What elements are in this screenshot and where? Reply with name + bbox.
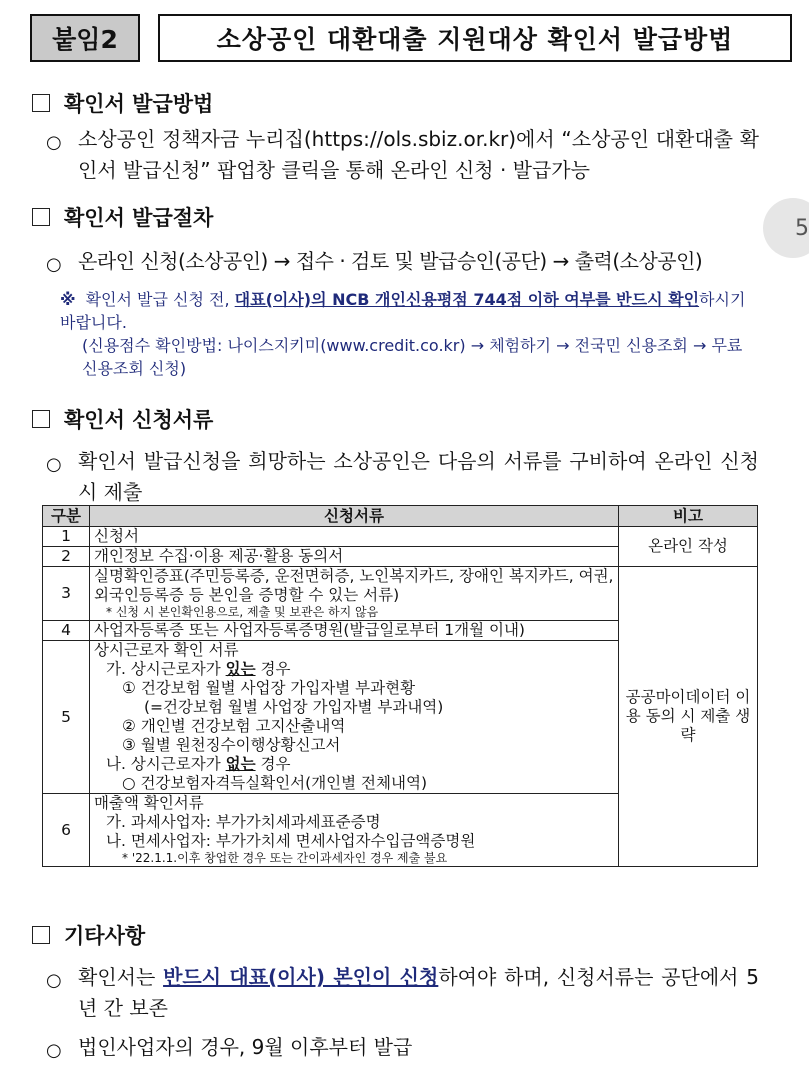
row-document: 사업자등록증 또는 사업자등록증명원(발급일로부터 1개월 이내) (90, 621, 619, 641)
subitem-text: 나. 상시근로자가 (106, 755, 221, 773)
row-document (90, 567, 619, 621)
header-documents: 신청서류 (90, 506, 619, 527)
other-paragraph-2: 법인사업자의 경우, 9월 이후부터 발급 (78, 1035, 413, 1059)
document-note: * '22.1.1.이후 창업한 경우 또는 간이과세자인 경우 제출 불요 (122, 851, 448, 865)
other-text: 하여야 하며, 신청서류는 공단에서 5년 간 보존 (78, 965, 759, 1020)
row-document (90, 794, 619, 867)
section-title: 기타사항 (64, 924, 146, 948)
section-title: 확인서 발급절차 (64, 206, 214, 230)
document-note: * 신청 시 본인확인용으로, 제출 및 보관은 하지 않음 (106, 605, 379, 619)
checkbox-square-icon (32, 926, 50, 944)
section-title: 확인서 발급방법 (64, 92, 214, 116)
row-number: 3 (43, 567, 90, 621)
document-text: 실명확인증표(주민등록증, 운전면허증, 노인복지카드, 장애인 복지카드, 여권, 외국인등록증 등 본인을 증명할 수 있는 서류) (94, 567, 614, 604)
document-subitem: ② 개인별 건강보험 고지산출내역 (122, 717, 346, 735)
document-text: 상시근로자 확인 서류 (94, 641, 239, 659)
note-credit-check: (신용점수 확인방법: 나이스지키미(www.credit.co.kr) → 체험하기 → 전국민 신용조회 → 무료 신용조회 신청) (82, 336, 743, 378)
row-number: 5 (43, 641, 90, 794)
row-number: 4 (43, 621, 90, 641)
method-paragraph: 소상공인 정책자금 누리집(https://ols.sbiz.or.kr)에서 “소상공인 대환대출 확인서 발급신청” 팝업창 클릭을 통해 온라인 신청 · 발급가능 (78, 127, 759, 182)
subitem-text: 경우 (260, 660, 291, 678)
documents-paragraph: 확인서 발급신청을 희망하는 소상공인은 다음의 서류를 구비하여 온라인 신청 시 제출 (78, 449, 759, 504)
bullet-circle-icon: ○ (46, 1040, 62, 1061)
document-subitem: ① 건강보험 월별 사업장 가입자별 부과현황 (122, 679, 416, 697)
attachment-tag: 붙임2 (30, 14, 140, 62)
document-subitem (94, 660, 614, 679)
note-emphasis: 대표(이사)의 NCB 개인신용평점 744점 이하 여부를 반드시 확인 (234, 290, 700, 309)
bullet-circle-icon: ○ (46, 970, 62, 991)
row-document: 개인정보 수집·이용 제공·활용 동의서 (90, 547, 619, 567)
document-subitem: 나. 면세사업자: 부가가치세 면세사업자수입금액증명원 (106, 832, 476, 850)
header-remarks: 비고 (619, 506, 758, 527)
subitem-text: 경우 (260, 755, 291, 773)
document-subitem: ○ 건강보험자격득실확인서(개인별 전체내역) (122, 774, 427, 792)
remark-online: 온라인 작성 (619, 527, 758, 567)
checkbox-square-icon (32, 410, 50, 428)
row-number: 2 (43, 547, 90, 567)
note-suffix: 하시기 바랍니다. (60, 290, 746, 332)
section-heading-other (32, 920, 145, 950)
header-category: 구분 (43, 506, 90, 527)
procedure-paragraph: 온라인 신청(소상공인) → 접수 · 검토 및 발급승인(공단) → 출력(소상공인) (78, 249, 703, 273)
section-title: 확인서 신청서류 (64, 408, 214, 432)
document-subitem: ③ 월별 원천징수이행상황신고서 (122, 736, 341, 754)
remark-mydata: 공공마이데이터 이용 동의 시 제출 생략 (619, 567, 758, 867)
row-number: 1 (43, 527, 90, 547)
checkbox-square-icon (32, 94, 50, 112)
page-number: 5 (763, 198, 809, 258)
bullet-circle-icon: ○ (46, 254, 62, 275)
documents-table (42, 505, 758, 867)
table-row (43, 527, 758, 547)
document-subitem (94, 755, 614, 774)
procedure-note (60, 288, 760, 380)
subitem-emphasis: 없는 (225, 755, 256, 773)
document-text: 매출액 확인서류 (94, 794, 204, 812)
table-header-row (43, 506, 758, 527)
other-paragraph-1 (78, 962, 759, 1024)
other-emphasis: 반드시 대표(이사) 본인이 신청 (163, 965, 439, 989)
note-prefix: 확인서 발급 신청 전, (85, 290, 230, 309)
section-heading-documents (32, 404, 213, 434)
document-subitem: 가. 과세사업자: 부가가치세과세표준증명 (106, 813, 381, 831)
page-title: 소상공인 대환대출 지원대상 확인서 발급방법 (158, 14, 792, 62)
other-text: 확인서는 (78, 965, 156, 989)
bullet-circle-icon: ○ (46, 454, 62, 475)
section-heading-method (32, 88, 213, 118)
checkbox-square-icon (32, 208, 50, 226)
row-document: 신청서 (90, 527, 619, 547)
row-document (90, 641, 619, 794)
section-heading-procedure (32, 202, 213, 232)
table-row (43, 567, 758, 621)
row-number: 6 (43, 794, 90, 867)
document-subitem: (=건강보험 월별 사업장 가입자별 부과내역) (144, 698, 444, 716)
subitem-emphasis: 있는 (225, 660, 256, 678)
subitem-text: 가. 상시근로자가 (106, 660, 221, 678)
note-mark: ※ (60, 290, 76, 309)
bullet-circle-icon: ○ (46, 132, 62, 153)
